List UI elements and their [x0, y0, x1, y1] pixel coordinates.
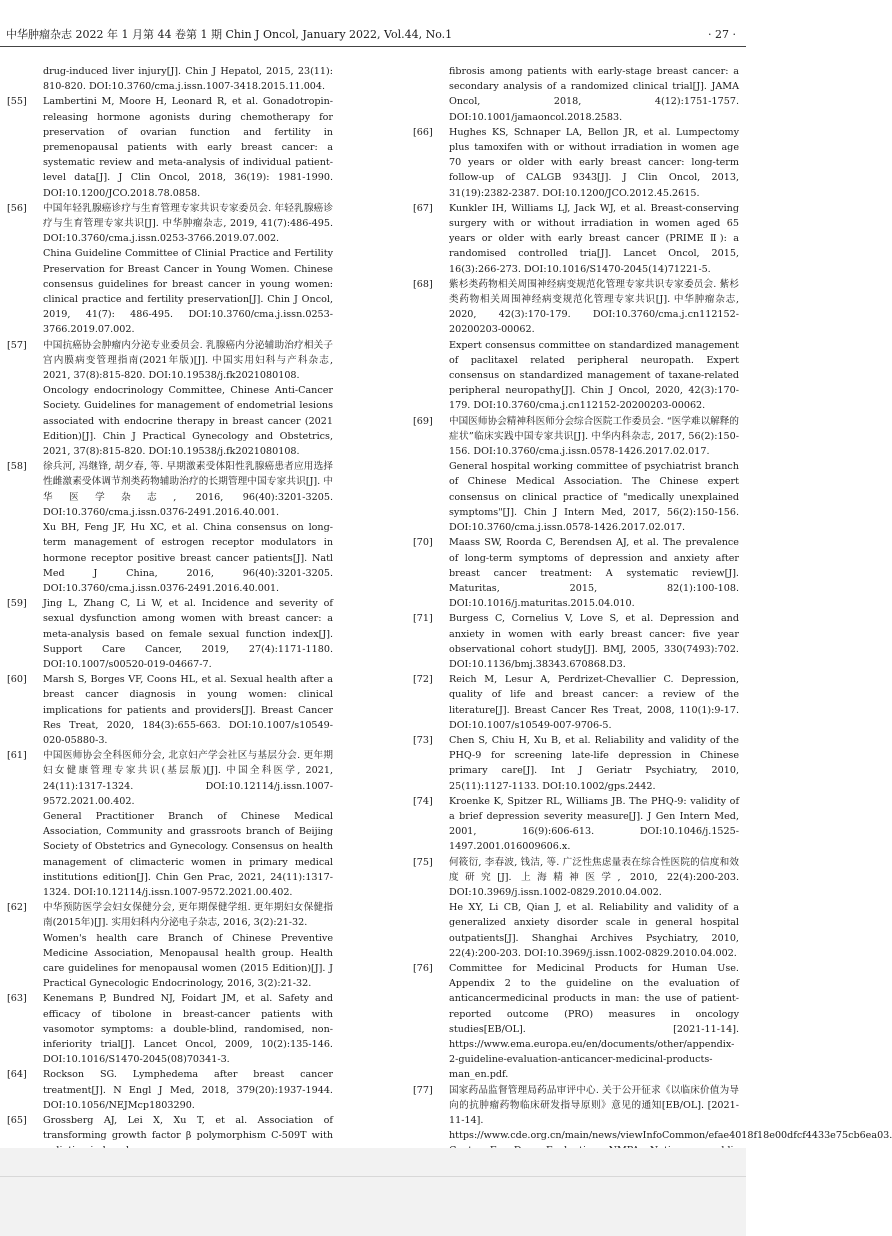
reference-entry	[7, 1067, 333, 1113]
reference-column-left	[7, 64, 333, 1144]
reference-text: 中国年轻乳腺癌诊疗与生育管理专家共识专家委员会. 年轻乳腺癌诊疗与生育管理专家共识[J]. 中华肿瘤杂志, 2019, 41(7):486-495. DOI:10.3760/cma.j.issn.0253-3766.2019.07.002.	[43, 202, 333, 245]
reference-number: [63]	[7, 993, 27, 1005]
reference-number: [75]	[413, 856, 433, 868]
reference-text: Committee for Medicinal Products for Human Use. Appendix 2 to the guideline on the evaluation of anticancermedicinal products in man: the use of patient-reported outcome (PRO) measures in oncology studies[EB/OL]. [2021-11-14]. https://www.ema.europa.eu/en/documents/other/appendix-2-guideline-evaluation-anticancer-medicinal-products-man_en.pdf.	[449, 962, 739, 1081]
reference-column-right	[413, 64, 892, 1144]
reference-entry	[7, 338, 333, 460]
reference-number: [69]	[413, 415, 433, 427]
reference-entry	[7, 201, 333, 338]
reference-number: [65]	[7, 1115, 27, 1127]
reference-entry	[7, 672, 333, 748]
reference-number: [58]	[7, 461, 27, 473]
reference-text: 国家药品监督管理局药品审评中心. 关于公开征求《以临床价值为导向的抗肿瘤药物临床研发指导原则》意见的通知[EB/OL]. [2021-11-14]. https://www.cde.org.cn/main/news/viewInfoCommon/efae4018f18e00dfcf4433e75cb6ea03.	[449, 1084, 892, 1142]
reference-number: [73]	[413, 734, 433, 746]
reference-entry	[413, 201, 739, 277]
reference-text: Kroenke K, Spitzer RL, Williams JB. The PHQ-9: validity of a brief depression severity measure[J]. J Gen Intern Med, 2001, 16(9):606-613. DOI:10.1046/j.1525-1497.2001.016009606.x.	[449, 795, 739, 853]
reference-text: Reich M, Lesur A, Perdrizet-Chevallier C. Depression, quality of life and breast cancer: a review of the literature[J]. Breast Cancer Res Treat, 2008, 110(1):9-17. DOI:10.1007/s10549-007-9706-5.	[449, 674, 739, 731]
reference-text: Oncology endocrinology Committee, Chinese Anti-Cancer Society. Guidelines for management of endometrial lesions associated with endocrine therapy in breast cancer (2021 Edition)[J]. Chin J Practical Gynecology and Obstetrics, 2021, 37(8):815-820. DOI:10.19538/j.fk2021080108.	[43, 385, 333, 458]
reference-entry	[7, 900, 333, 991]
reference-text: 中国抗癌协会肿瘤内分泌专业委员会. 乳腺癌内分泌辅助治疗相关子宫内膜病变管理指南(2021年版)[J]. 中国实用妇科与产科杂志, 2021, 37(8):815-820. DOI:10.19538/j.fk2021080108.	[43, 339, 333, 382]
reference-text: General Practitioner Branch of Chinese Medical Association, Community and grassroots branch of Beijing Society of Obstetrics and Gynecology. Consensus on health management of climacteric women in primary medical institutions edition[J]. Chin Gen Prac, 2021, 24(11):1317-1324. DOI:10.12114/j.issn.1007-9572.2021.00.402.	[43, 810, 333, 898]
reference-text: 中国医师协会全科医师分会, 北京妇产学会社区与基层分会. 更年期妇女健康管理专家共识(基层版)[J]. 中国全科医学, 2021, 24(11):1317-1324. DOI:10.12114/j.issn.1007-9572.2021.00.402.	[43, 750, 333, 807]
reference-number: [66]	[413, 126, 433, 138]
reference-number: [61]	[7, 750, 27, 762]
reference-number: [77]	[413, 1084, 433, 1096]
reference-text: 中国医师协会精神科医师分会综合医院工作委员会. “医学难以解释的症状”临床实践中国专家共识[J]. 中华内科杂志, 2017, 56(2):150-156. DOI:10.3760/cma.j.issn.0578-1426.2017.02.017.	[449, 415, 739, 458]
reference-entry	[413, 611, 739, 672]
reference-text: Xu BH, Feng JF, Hu XC, et al. China consensus on long-term management of estrogen receptor modulators in hormone receptor positive breast cancer patients[J]. Natl Med J China, 2016, 96(40):3201-3205. DOI:10.3760/cma.j.issn.0376-2491.2016.40.001.	[43, 522, 333, 594]
reference-number: [59]	[7, 598, 27, 610]
reference-number: [56]	[7, 202, 27, 214]
reference-text: Women's health care Branch of Chinese Preventive Medicine Association, Menopausal health group. Health care guidelines for menopausal women (2015 Edition)[J]. J Practical Gynecologic Endocrinology, 2016, 3(2):21-32.	[43, 932, 333, 990]
reference-text: Grossberg AJ, Lei X, Xu T, et al. Association of transforming growth factor β polymorphism C-509T with	[43, 1115, 333, 1142]
reference-number: [62]	[7, 902, 27, 914]
reference-number: [55]	[7, 96, 27, 108]
reference-number: [70]	[413, 537, 433, 549]
reference-number: [67]	[413, 202, 433, 214]
reference-text: drug-induced liver injury[J]. Chin J Hepatol, 2015, 23(11): 810-820. DOI:10.3760/cma.j.issn.1007-3418.2015.11.004.	[43, 66, 333, 93]
reference-text: Jing L, Zhang C, Li W, et al. Incidence and severity of sexual dysfunction among women with breast cancer: a meta-analysis based on female sexual function index[J]. Support Care Cancer, 2019, 27(4):1171-1180. DOI:10.1007/s00520-019-04667-7.	[43, 598, 333, 670]
reference-text: Expert consensus committee on standardized management of paclitaxel related peripheral neuropath. Expert consensus on standardized management of taxane-related peripheral neuropathy[J]. Chin J Oncol, 2020, 42(3):170-179. DOI:10.3760/cma.j.cn112152-20200203-00062.	[449, 339, 739, 412]
reference-number: [57]	[7, 339, 27, 351]
reference-entry	[7, 459, 333, 596]
page-header	[0, 22, 746, 46]
reference-entry	[413, 733, 739, 794]
reference-text: fibrosis among patients with early-stage breast cancer: a secondary analysis of a randomized clinical trial[J]. JAMA Oncol, 2018, 4(12):1751-1757. DOI:10.1001/jamaoncol.2018.2583.	[449, 66, 739, 123]
reference-entry	[7, 748, 333, 900]
header-rule	[0, 46, 746, 47]
reference-text: Hughes KS, Schnaper LA, Bellon JR, et al. Lumpectomy plus tamoxifen with or without irradiation in women age 70 years or older with early breast cancer: long-term follow-up of CALGB 9343[J]. J Clin Oncol, 2013, 31(19):2382-2387. DOI:10.1200/JCO.2012.45.2615.	[449, 126, 739, 199]
reference-entry	[7, 94, 333, 200]
reference-number: [76]	[413, 962, 433, 974]
reference-number: [71]	[413, 613, 433, 625]
viewer-bottom-area	[0, 1148, 746, 1236]
reference-entry	[413, 414, 739, 536]
reference-number: [74]	[413, 795, 433, 807]
reference-text: 徐兵河, 冯继锋, 胡夕春, 等. 早期激素受体阳性乳腺癌患者应用选择性雌激素受体调节剂类药物辅助治疗的长期管理中国专家共识[J]. 中华医学杂志, 2016, 96(40):3201-3205. DOI:10.3760/cma.j.issn.0376-2491.2016.40.001.	[43, 461, 333, 518]
reference-text: Marsh S, Borges VF, Coons HL, et al. Sexual health after a breast cancer diagnosis in young women: clinical implications for patients and providers[J]. Breast Cancer Res Treat, 2020, 184(3):655-663. DOI:10.1007/s10549-020-05880-3.	[43, 674, 333, 746]
reference-entry	[7, 991, 333, 1067]
reference-text: Kunkler IH, Williams LJ, Jack WJ, et al. Breast-conserving surgery with or without irradiation in women aged 65 years or older with early breast cancer (PRIME Ⅱ): a randomised controlled tria[J]. Lancet Oncol, 2015, 16(3):266-273. DOI:10.1016/S1470-2045(14)71221-5.	[449, 202, 739, 275]
viewer-divider	[0, 1176, 746, 1177]
reference-text: Maass SW, Roorda C, Berendsen AJ, et al. The prevalence of long-term symptoms of depression and anxiety after breast cancer treatment: A systematic review[J]. Maturitas, 2015, 82(1):100-108. DOI:10.1016/j.maturitas.2015.04.010.	[449, 537, 739, 610]
reference-text: China Guideline Committee of Clinial Practice and Fertility Preservation for Breast Cancer in Young Women. Chinese consensus guidelines for breast cancer in young women: clinical practice and fertility preservation[J]. Chin J Oncol, 2019, 41(7): 486-495. DOI:10.3760/cma.j.issn.0253-3766.2019.07.002.	[43, 248, 333, 336]
reference-text: 中华预防医学会妇女保健分会, 更年期保健学组. 更年期妇女保健指南(2015年)[J]. 实用妇科内分泌电子杂志, 2016, 3(2):21-32.	[43, 902, 333, 929]
reference-entry	[413, 961, 739, 1083]
reference-entry	[413, 535, 739, 611]
reference-text: 何筱衍, 李春波, 钱洁, 等. 广泛性焦虑量表在综合性医院的信度和效度研究[J]. 上海精神医学, 2010, 22(4):200-203. DOI:10.3969/j.issn.1002-0829.2010.04.002.	[449, 856, 739, 898]
reference-text: Rockson SG. Lymphedema after breast cancer treatment[J]. N Engl J Med, 2018, 379(20):1937-1944. DOI:10.1056/NEJMcp1803290.	[43, 1069, 333, 1111]
reference-entry	[413, 855, 739, 961]
reference-number: [60]	[7, 674, 27, 686]
reference-entry	[413, 125, 739, 201]
reference-text: Lambertini M, Moore H, Leonard R, et al. Gonadotropin-releasing hormone agonists during chemotherapy for preservation of ovarian function and fertility in premenopausal patients with early breast cancer: a systematic review and meta-analysis of individual patient-level data[J]. J Clin Oncol, 2018, 36(19): 1981-1990. DOI:10.1200/JCO.2018.78.0858.	[43, 96, 333, 199]
reference-entry	[413, 64, 739, 125]
page-number: · 27 ·	[708, 28, 736, 41]
reference-text: Chen S, Chiu H, Xu B, et al. Reliability and validity of the PHQ-9 for screening late-life depression in Chinese primary care[J]. Int J Geriatr Psychiatry, 2010, 25(11):1127-1133. DOI:10.1002/gps.2442.	[449, 734, 739, 792]
reference-entry	[413, 794, 739, 855]
reference-text: 紫杉类药物相关周围神经病变规范化管理专家共识专家委员会. 紫杉类药物相关周围神经病变规范化管理专家共识[J]. 中华肿瘤杂志, 2020, 42(3):170-179. DOI:10.3760/cma.j.cn112152-20200203-00062.	[449, 278, 739, 336]
reference-text: General hospital working committee of psychiatrist branch of Chinese Medical Association. The Chinese expert consensus on clinical practice of "medically unexplained symptoms"[J]. Chin J Intern Med, 2017, 56(2):150-156. DOI:10.3760/cma.j.issn.0578-1426.2017.02.017.	[449, 461, 739, 534]
reference-entry	[7, 64, 333, 94]
reference-text: Kenemans P, Bundred NJ, Foidart JM, et al. Safety and efficacy of tibolone in breast-cancer patients with vasomotor symptoms: a double-blind, randomised, non-inferiority trial[J]. Lancet Oncol, 2009, 10(2):135-146. DOI:10.1016/S1470-2045(08)70341-3.	[43, 993, 333, 1066]
reference-number: [68]	[413, 278, 433, 290]
running-header: 中华肿瘤杂志 2022 年 1 月第 44 卷第 1 期 Chin J Oncol, January 2022, Vol.44, No.1	[6, 28, 453, 41]
reference-number: [64]	[7, 1069, 27, 1081]
reference-entry	[7, 596, 333, 672]
reference-text: Burgess C, Cornelius V, Love S, et al. Depression and anxiety in women with early breast cancer: five year observational cohort study[J]. BMJ, 2005, 330(7493):702. DOI:10.1136/bmj.38343.670868.D3.	[449, 613, 739, 670]
reference-entry	[413, 277, 739, 414]
reference-entry	[413, 672, 739, 733]
reference-text: He XY, Li CB, Qian J, et al. Reliability and validity of a generalized anxiety disorder scale in general hospital outpatients[J]. Shanghai Archives Psychiatry, 2010, 22(4):200-203. DOI:10.3969/j.issn.1002-0829.2010.04.002.	[449, 902, 739, 959]
reference-number: [72]	[413, 674, 433, 686]
